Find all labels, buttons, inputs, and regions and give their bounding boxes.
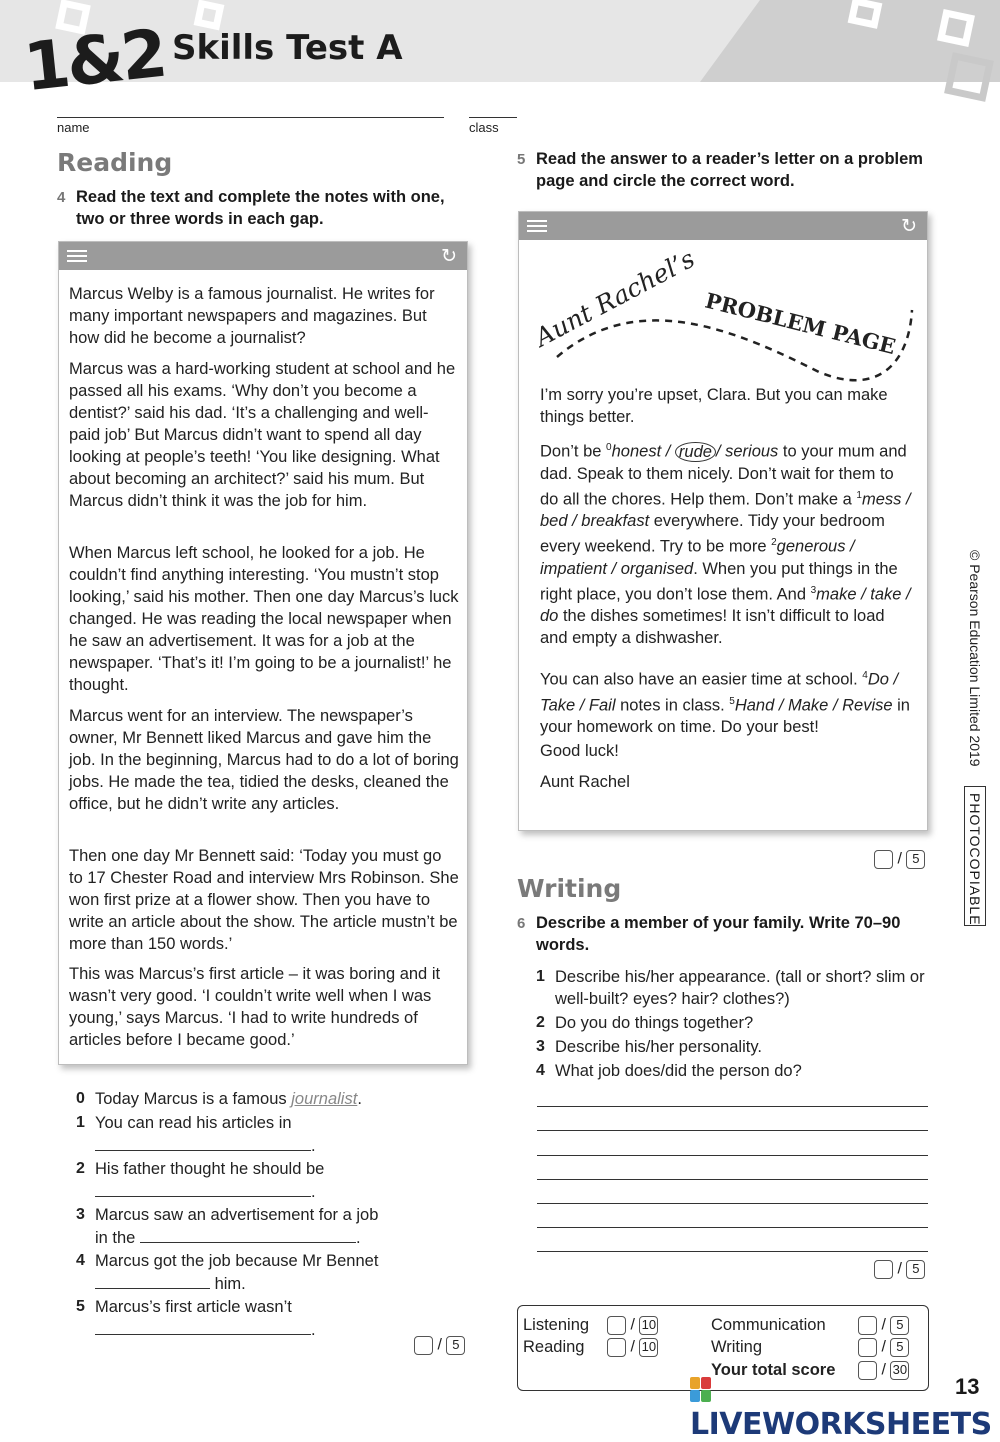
- writing-line[interactable]: [537, 1130, 928, 1131]
- question-prompt: His father thought he should be: [95, 1160, 325, 1178]
- score-max: 5: [906, 850, 925, 869]
- score-max: 5: [890, 1338, 909, 1357]
- question-text: [95, 1296, 455, 1342]
- class-field[interactable]: [469, 104, 517, 118]
- page-number: 13: [955, 1374, 980, 1399]
- score-input[interactable]: [874, 1260, 893, 1279]
- letter-text: the dishes sometimes! It isn’t difficult to load and empty a dishwasher.: [540, 607, 885, 647]
- decor-square-icon: [194, 0, 225, 30]
- question-end: .: [311, 1183, 316, 1201]
- text-paragraph: Then one day Mr Bennett said: ‘Today you must go to 17 Chester Road and interview Mrs Robinson. She won first prize at a flower show. Then you have to write an article about the show. The article mustn’t be more than 150 words.’: [69, 847, 459, 953]
- summary-reading-label: Reading: [523, 1338, 585, 1356]
- question-prompt: You can read his articles in: [95, 1114, 292, 1132]
- letter-text: everywhere. Tidy your bedroom every weekend. Try to be more: [540, 512, 885, 556]
- banner-script: Aunt Rachel’s: [530, 243, 700, 353]
- name-label: name: [57, 120, 90, 135]
- decor-square-icon: [944, 52, 994, 102]
- task-6-instruction: Describe a member of your family. Write 70–90 words.: [536, 914, 901, 954]
- writing-heading: Writing: [517, 874, 622, 903]
- score-separator: /: [881, 1361, 886, 1379]
- gap-5-options[interactable]: Hand / Make / Revise: [734, 696, 893, 714]
- task-6-score: [874, 1260, 925, 1279]
- prompt-text: Do you do things together?: [555, 1014, 754, 1032]
- letter-paragraph-2: Don’t be $^0$honest / rude / serious to your mum and dad. Speak to them nicely. Don’t wait for them to do all the chores. Help them. Don’t make a $^1$mess / bed / breakfast everywhere. Tidy your bedroom every weekend. Try to be more $^2$generous / impatient / organised. When you put things in the right place, you don’t lose them. And $^3$make / take / do the dishes sometimes! It isn’t difficult to load and empty a dishwasher.: [540, 442, 911, 647]
- letter-text: notes in class.: [615, 696, 730, 714]
- score-separator: /: [897, 1260, 902, 1278]
- question-number: 0: [76, 1090, 85, 1107]
- score-separator: /: [881, 1316, 886, 1334]
- question-number: 1: [76, 1114, 85, 1131]
- reading-text-panel: [58, 241, 468, 1065]
- score-max: 5: [446, 1336, 465, 1355]
- question-end: .: [311, 1137, 316, 1155]
- question-end: him.: [214, 1275, 246, 1293]
- task-5-instruction: Read the answer to a reader’s letter on a problem page and circle the correct word.: [536, 150, 923, 190]
- question-prompt: Marcus’s first article wasn’t: [95, 1298, 292, 1316]
- gap-4-options[interactable]: Do / Take / Fail: [540, 670, 899, 714]
- question-end: .: [355, 1229, 361, 1247]
- score-max: 5: [906, 1260, 925, 1279]
- letter-text: in your homework on time. Do your best!: [540, 696, 910, 736]
- prompt-number: 4: [536, 1062, 545, 1079]
- question-number: 4: [76, 1252, 85, 1269]
- gap-3-options[interactable]: make / take / do: [540, 585, 911, 625]
- gap-1-options[interactable]: mess / bed / breakfast: [540, 490, 911, 530]
- text-paragraph: Marcus was a hard-working student at school and he passed all his exams. ‘Why don’t you become a dentist?’ said his dad. ‘It’s a challenging and well-paid job’ But Marcus didn’t want to spend all day looking at people’s teeth! ‘You like designing. What about becoming an architect?’ said his mum. But Marcus didn’t think it was the job for him.: [69, 360, 456, 510]
- summary-writing-label: Writing: [711, 1338, 763, 1356]
- prompt-number: 2: [536, 1014, 545, 1031]
- menu-icon[interactable]: [527, 220, 547, 233]
- prompt-text: Describe his/her personality.: [555, 1038, 762, 1056]
- score-max: 5: [890, 1316, 909, 1335]
- question-number: 2: [76, 1160, 85, 1177]
- question-text: [95, 1250, 455, 1296]
- problem-page-panel: [518, 211, 928, 831]
- score-input[interactable]: [414, 1336, 433, 1355]
- writing-line[interactable]: [537, 1106, 928, 1107]
- gap-0-circled-option[interactable]: rude: [675, 442, 716, 462]
- panel-toolbar: [59, 242, 467, 270]
- banner-title: PROBLEM PAGE: [702, 287, 899, 360]
- example-answer: journalist: [291, 1090, 358, 1108]
- panel-toolbar: [519, 212, 927, 240]
- letter-paragraph-3: You can also have an easier time at school. $^4$Do / Take / Fail notes in class. $^5$Hand / Make / Revise in your homework on time. Do your best!: [540, 670, 910, 736]
- refresh-icon[interactable]: ↻: [441, 246, 457, 267]
- score-input[interactable]: [858, 1338, 877, 1357]
- photocopiable-badge: [964, 786, 986, 926]
- reading-heading: Reading: [57, 148, 173, 177]
- summary-communication-label: Communication: [711, 1316, 826, 1334]
- score-separator: /: [897, 850, 902, 868]
- question-text: [95, 1088, 455, 1111]
- writing-line[interactable]: [537, 1227, 928, 1228]
- watermark-text: LIVEWORKSHEETS: [690, 1407, 992, 1442]
- score-separator: /: [630, 1316, 635, 1334]
- refresh-icon[interactable]: ↻: [901, 216, 917, 237]
- letter-text: Don’t be: [540, 442, 607, 461]
- letter-text: . When you put things in the right place, you don’t lose them. And: [540, 559, 898, 603]
- prompt-number: 3: [536, 1038, 545, 1055]
- writing-line[interactable]: [537, 1155, 928, 1156]
- liveworksheets-icon: [690, 1377, 712, 1403]
- gap-0-options-end[interactable]: / serious: [715, 442, 779, 461]
- problem-page-banner: [519, 242, 927, 382]
- score-max: 10: [639, 1338, 658, 1357]
- letter-text: You can also have an easier time at school.: [540, 670, 863, 689]
- writing-line[interactable]: [537, 1179, 928, 1180]
- question-text: [95, 1204, 455, 1250]
- photocopiable-text: PHOTOCOPIABLE: [967, 793, 983, 926]
- summary-communication-score: [858, 1316, 909, 1335]
- prompt-number: 1: [536, 968, 545, 985]
- decor-square-icon: [937, 9, 975, 47]
- question-text: [95, 1112, 455, 1158]
- letter-signature: Aunt Rachel: [540, 773, 630, 791]
- score-max: 10: [639, 1316, 658, 1335]
- task-6-number: 6: [517, 915, 526, 932]
- text-paragraph: Marcus went for an interview. The newspaper’s owner, Mr Bennett liked Marcus and gave him the job. In the beginning, Marcus had to do a lot of boring jobs. He made the tea, tidied the desks, cleaned the office, but he didn’t write any articles.: [69, 707, 459, 813]
- liveworksheets-logo: [690, 1372, 1000, 1442]
- summary-listening-label: Listening: [523, 1316, 590, 1334]
- question-end: .: [357, 1090, 362, 1108]
- answer-blank-5[interactable]: [95, 1320, 311, 1335]
- task-5-score: [874, 850, 925, 869]
- summary-total-label: Your total score: [711, 1361, 836, 1379]
- question-prompt: Marcus saw an advertisement for a job: [95, 1206, 379, 1224]
- summary-writing-score: [858, 1338, 909, 1357]
- prompt-text: What job does/did the person do?: [555, 1062, 802, 1080]
- letter-closing: Good luck!: [540, 742, 619, 760]
- text-paragraph: When Marcus left school, he looked for a job. He couldn’t find anything interesting. ‘You mustn’t stop looking,’ said his mother. Then one day Marcus’s luck changed. He was reading the local newspaper when he saw an advertisement. It was for a job at the newspaper. ‘That’s it! I’m going to be a journalist!’ he thought.: [69, 544, 459, 694]
- answer-blank-1[interactable]: [95, 1136, 311, 1151]
- summary-reading-score: [607, 1338, 658, 1357]
- question-text: [95, 1158, 455, 1204]
- answer-blank-2[interactable]: [95, 1182, 311, 1197]
- writing-line[interactable]: [537, 1203, 928, 1204]
- question-number: 5: [76, 1298, 85, 1315]
- text-paragraph: Marcus Welby is a famous journalist. He writes for many important newspapers and magazines. But how did he become a journalist?: [69, 285, 435, 347]
- letter-intro: I’m sorry you’re upset, Clara. But you can make things better.: [540, 386, 888, 426]
- name-field[interactable]: [57, 104, 444, 118]
- writing-line[interactable]: [537, 1251, 928, 1252]
- letter-text: to your mum and dad. Speak to them nicely. Don’t wait for them to do all the chores. Help them. Don’t make a: [540, 442, 907, 508]
- summary-listening-score: [607, 1316, 658, 1335]
- gap-0-options[interactable]: honest /: [611, 442, 675, 461]
- score-input[interactable]: [858, 1316, 877, 1335]
- task-4-number: 4: [57, 189, 66, 206]
- score-separator: /: [630, 1338, 635, 1356]
- question-prompt: Marcus got the job because Mr Bennet: [95, 1252, 379, 1270]
- menu-icon[interactable]: [67, 250, 87, 263]
- gap-2-options[interactable]: generous / impatient / organised: [540, 537, 855, 578]
- score-input[interactable]: [607, 1338, 626, 1357]
- question-prompt-2: in the: [95, 1229, 136, 1247]
- score-separator: /: [437, 1336, 442, 1354]
- question-prompt: Today Marcus is a famous: [95, 1090, 287, 1108]
- score-input[interactable]: [874, 850, 893, 869]
- text-paragraph: This was Marcus’s first article – it was boring and it wasn’t very good. ‘I couldn’t write well when I was young,’ says Marcus. ‘I had to write hundreds of articles before I became good.’: [69, 965, 441, 1049]
- score-max: 30: [890, 1361, 909, 1380]
- score-input[interactable]: [607, 1316, 626, 1335]
- copyright-text: © Pearson Education Limited 2019: [967, 550, 983, 767]
- score-separator: /: [881, 1338, 886, 1356]
- answer-blank-3[interactable]: [140, 1228, 356, 1243]
- task-4-instruction: Read the text and complete the notes with one, two or three words in each gap.: [76, 188, 445, 228]
- question-end: .: [311, 1321, 316, 1339]
- task-4-score: [414, 1336, 465, 1355]
- answer-blank-4[interactable]: [95, 1274, 210, 1289]
- unit-number: 1&2: [20, 14, 169, 107]
- page-title: Skills Test A: [172, 28, 403, 68]
- prompt-text: Describe his/her appearance. (tall or short? slim or well-built? eyes? hair? clothes?): [555, 968, 925, 1008]
- class-label: class: [469, 120, 499, 135]
- question-number: 3: [76, 1206, 85, 1223]
- task-5-number: 5: [517, 151, 526, 168]
